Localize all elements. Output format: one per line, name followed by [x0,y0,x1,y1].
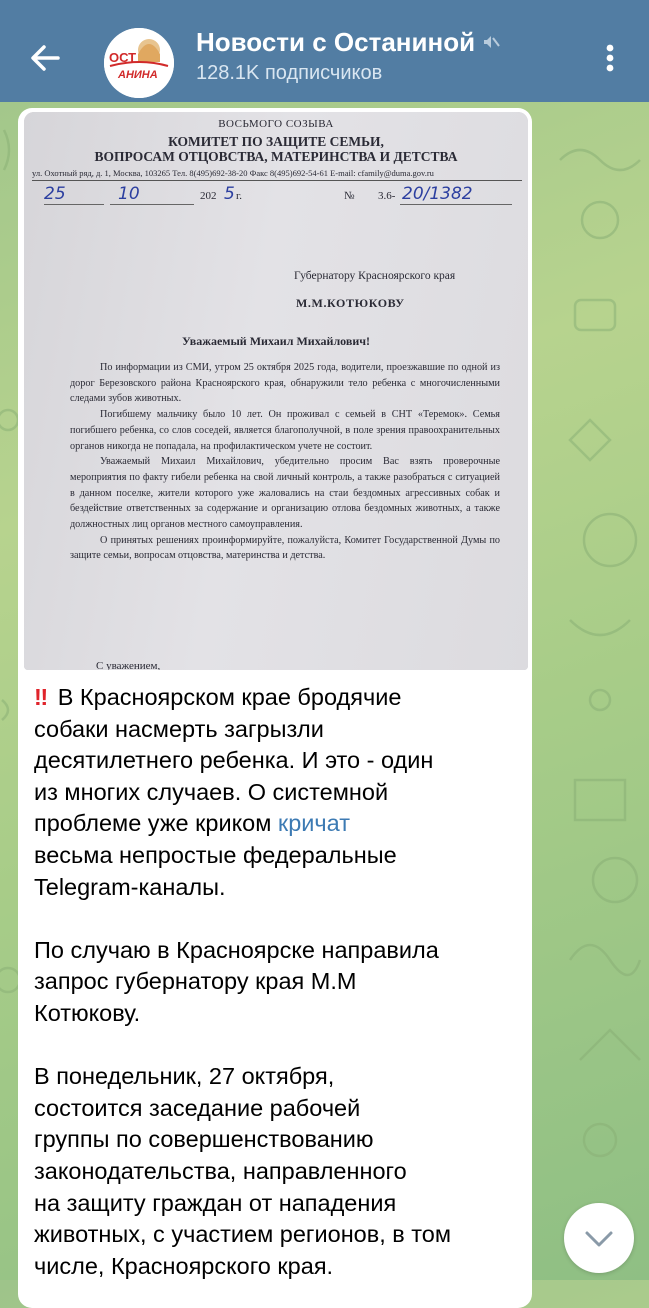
subscriber-count: 128.1K подписчиков [196,62,383,84]
doc-recipient-position: Губернатору Красноярского края [294,270,456,282]
doc-number-hand: 20/1382 [402,184,473,204]
chat-header [0,0,649,102]
channel-logo-icon[interactable] [104,28,174,98]
more-vertical-icon[interactable] [588,36,632,80]
message-text [34,682,524,1282]
doc-address: ул. Охотный ряд, д. 1, Москва, 103265 Тел. 8(495)692-38-20 Факс 8(495)692-54-61 E-mail: cfamily@duma.gov.ru [32,168,522,181]
channel-avatar[interactable] [104,28,174,98]
message-text-part-1: В Красноярском крае бродячие собаки насмерть загрызли десятилетнего ребенка. И это - один из многих случаев. О системной проблеме уже криком [34,684,434,837]
doc-date-year-prefix: 202 [200,190,217,202]
doc-salutation: Уважаемый Михаил Михайлович! [181,334,371,348]
avatar-text-bottom: АНИНА [118,69,158,81]
doc-date-month: 10 [118,184,140,204]
document-photo[interactable] [24,112,528,670]
doc-number-prefix: 3.6- [378,190,396,202]
muted-speaker-icon [481,32,501,52]
doc-committee-name [44,134,508,164]
doc-paragraph: Уважаемый Михаил Михайлович, убедительно просим Вас взять проверочные мероприятия по факту гибели ребенка на свой личный контроль, а также разобраться с ситуацией в данном поселке, жители которого уже жаловались на стаи бездомных агрессивных собак и бездействие ответственных за содержание и организацию отлова бездомных животных, а также должностных лиц органов местного самоуправления. [70,456,500,531]
title-row[interactable] [196,26,501,58]
doc-date-day: 25 [44,184,66,204]
doc-body [70,360,500,564]
more-menu-button[interactable] [588,36,632,80]
doc-committee-line-1: КОМИТЕТ ПО ЗАЩИТЕ СЕМЬИ, [168,134,384,149]
chevron-down-icon[interactable] [579,1218,619,1258]
letter-document [24,112,528,670]
doc-number-label: № [344,190,355,202]
doc-date-year-suffix: г. [236,190,243,202]
doc-date-year-hand: 5 [224,184,235,204]
doc-date-row [44,184,514,210]
doc-committee-line-2: ВОПРОСАМ ОТЦОВСТВА, МАТЕРИНСТВА И ДЕТСТВА [94,149,458,164]
doc-closing: С уважением, [96,660,161,670]
back-button[interactable] [18,30,74,86]
avatar-text-top: ОСТ [109,50,137,65]
doc-paragraph: О принятых решениях проинформируйте, пожалуйста, Комитет Государственной Думы по защите семьи, вопросам отцовства, материнства и детства. [70,534,500,562]
doc-recipient-name: М.М.КОТЮКОВУ [296,296,405,310]
double-exclamation-icon: ‼ [34,684,46,710]
doc-paragraph: По информации из СМИ, утром 25 октября 2025 года, водители, проезжавшие по одной из дорог Березовского района Красноярского края, обнаружили тело ребенка с многочисленными следами зубов животных. [70,362,500,405]
doc-paragraph: Погибшему мальчику было 10 лет. Он проживал с семьей в СНТ «Теремок». Семья погибшего ребенка, со слов соседей, является благополучной, в поле зрения правоохранительных органов никогда не попадала, на профилактическом учете не состоит. [70,409,500,452]
message-link[interactable]: кричат [277,810,350,837]
message-bubble[interactable] [18,108,532,1308]
arrow-left-icon[interactable] [18,30,74,86]
doc-convocation: ВОСЬМОГО СОЗЫВА [218,118,334,130]
channel-title[interactable]: Новости с Останиной [196,26,476,57]
scroll-down-button[interactable] [564,1203,634,1273]
message-text-part-2: весьма непростые федеральные Telegram-каналы. По случаю в Красноярске направила запрос губернатору края М.М Котюкову. В понедельник, 27 октября, состоится заседание рабочей группы по совершенствованию законодательства, направленного на защиту граждан от нападения животных, с участием регионов, в том числе, Красноярского края. [34,841,452,1279]
